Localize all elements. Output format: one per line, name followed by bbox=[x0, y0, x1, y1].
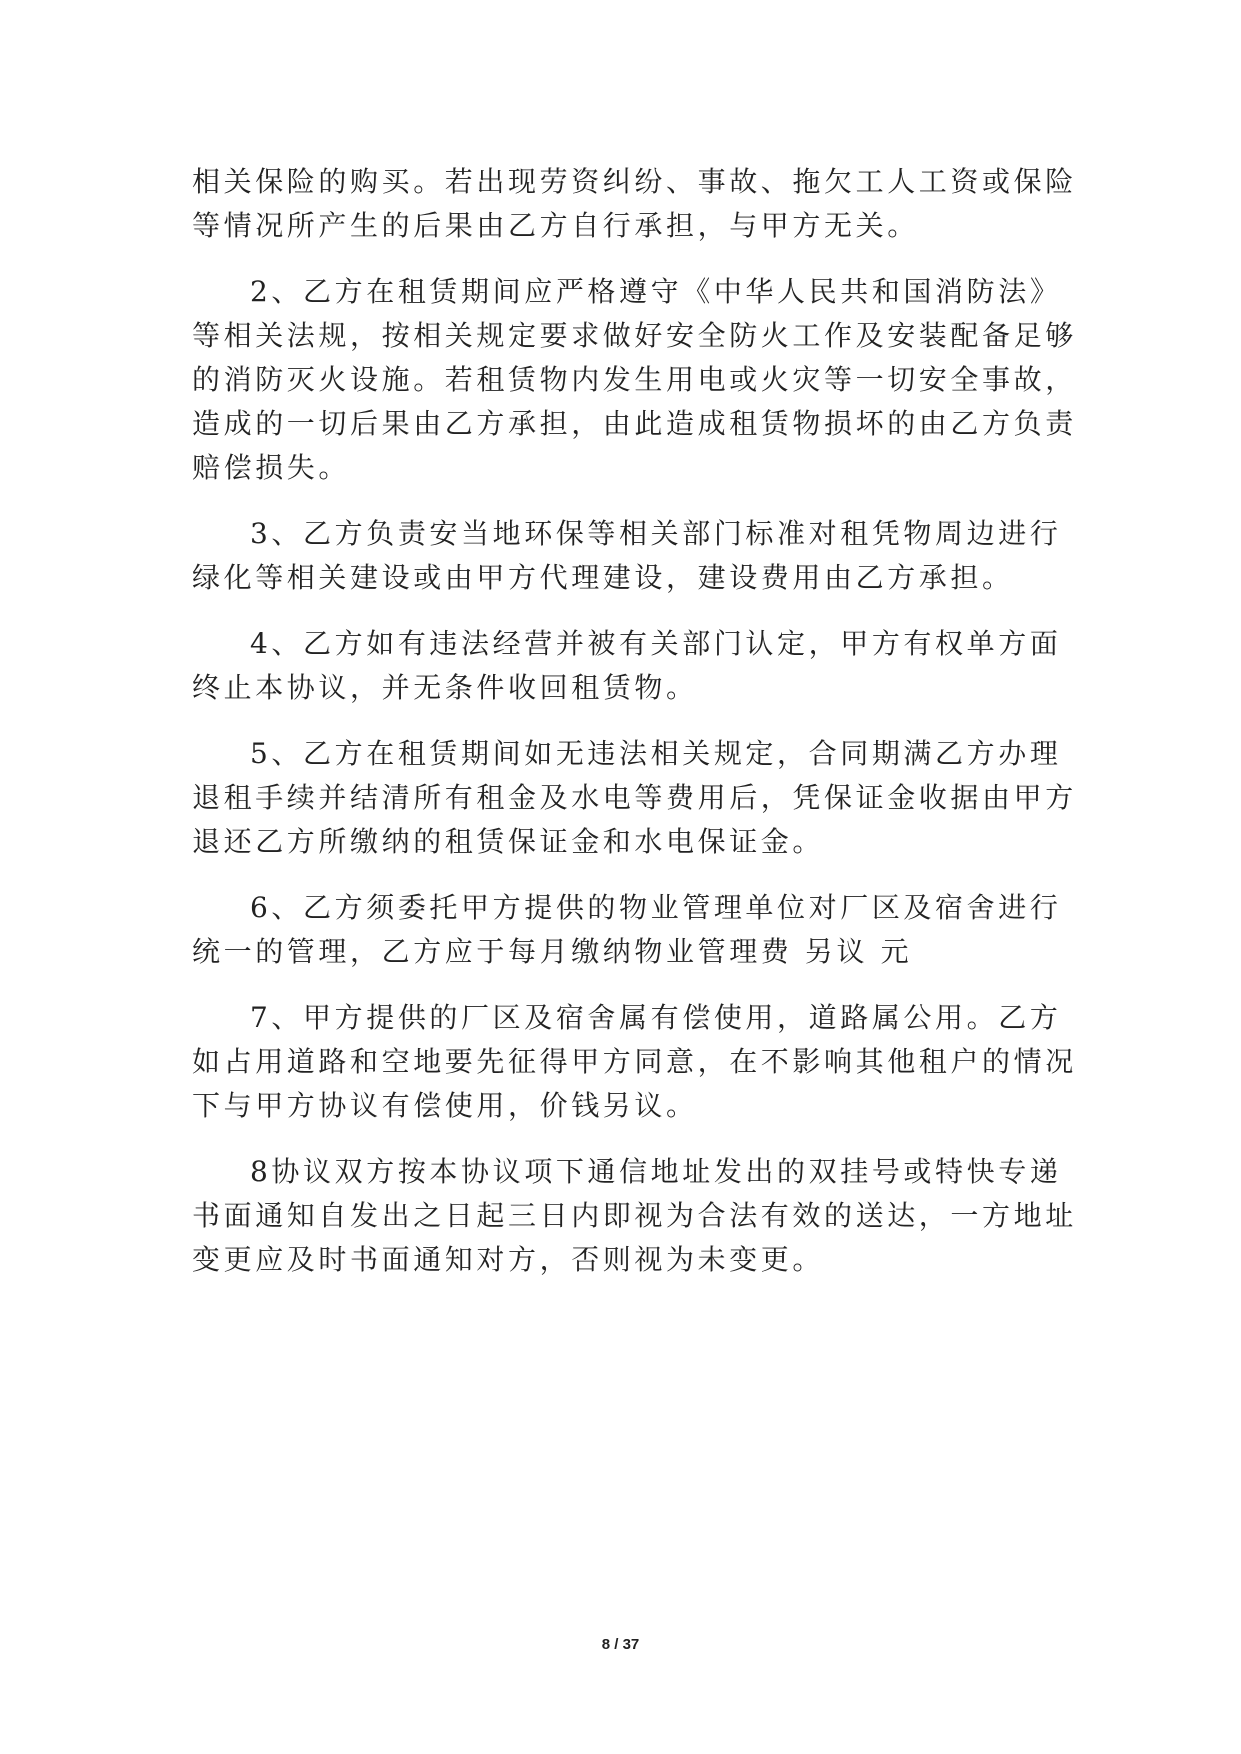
text-line: 下与甲方协议有偿使用，价钱另议。 bbox=[192, 1089, 698, 1122]
text-line: 等情况所产生的后果由乙方自行承担，与甲方无关。 bbox=[192, 209, 919, 242]
text-line: 等相关法规，按相关规定要求做好安全防火工作及安装配备足够 bbox=[192, 319, 1077, 352]
clause-3-line: 3、乙方负责安当地环保等相关部门标准对租凭物周边进行 bbox=[250, 517, 1062, 550]
clause-6-line: 6、乙方须委托甲方提供的物业管理单位对厂区及宿舍进行 bbox=[250, 891, 1062, 924]
page-number: 8 / 37 bbox=[601, 1636, 640, 1653]
text-line: 退租手续并结清所有租金及水电等费用后，凭保证金收据由甲方 bbox=[192, 781, 1077, 814]
clause-8-line: 8协议双方按本协议项下通信地址发出的双挂号或特快专递 bbox=[250, 1155, 1062, 1188]
text-line: 赔偿损失。 bbox=[192, 451, 351, 484]
clause-7-line: 7、甲方提供的厂区及宿舍属有偿使用，道路属公用。乙方 bbox=[250, 1001, 1062, 1034]
text-line: 退还乙方所缴纳的租赁保证金和水电保证金。 bbox=[192, 825, 825, 858]
text-line: 相关保险的购买。若出现劳资纠纷、事故、拖欠工人工资或保险 bbox=[192, 165, 1077, 198]
clause-4-line: 4、乙方如有违法经营并被有关部门认定，甲方有权单方面 bbox=[250, 627, 1062, 660]
text-line: 如占用道路和空地要先征得甲方同意，在不影响其他租户的情况 bbox=[192, 1045, 1077, 1078]
clause-5-line: 5、乙方在租赁期间如无违法相关规定，合同期满乙方办理 bbox=[250, 737, 1062, 770]
text-line: 统一的管理，乙方应于每月缴纳物业管理费 另议 元 bbox=[192, 935, 913, 968]
text-line: 书面通知自发出之日起三日内即视为合法有效的送达，一方地址 bbox=[192, 1199, 1077, 1232]
document-body bbox=[192, 160, 1077, 1282]
text-line: 终止本协议，并无条件收回租赁物。 bbox=[192, 671, 698, 704]
text-line: 造成的一切后果由乙方承担，由此造成租赁物损坏的由乙方负责 bbox=[192, 407, 1077, 440]
clause-2-line: 2、乙方在租赁期间应严格遵守《中华人民共和国消防法》 bbox=[250, 275, 1062, 308]
text-line: 变更应及时书面通知对方，否则视为未变更。 bbox=[192, 1243, 825, 1276]
text-line: 的消防灭火设施。若租赁物内发生用电或火灾等一切安全事故， bbox=[192, 363, 1077, 396]
text-line: 绿化等相关建设或由甲方代理建设，建设费用由乙方承担。 bbox=[192, 561, 1014, 594]
